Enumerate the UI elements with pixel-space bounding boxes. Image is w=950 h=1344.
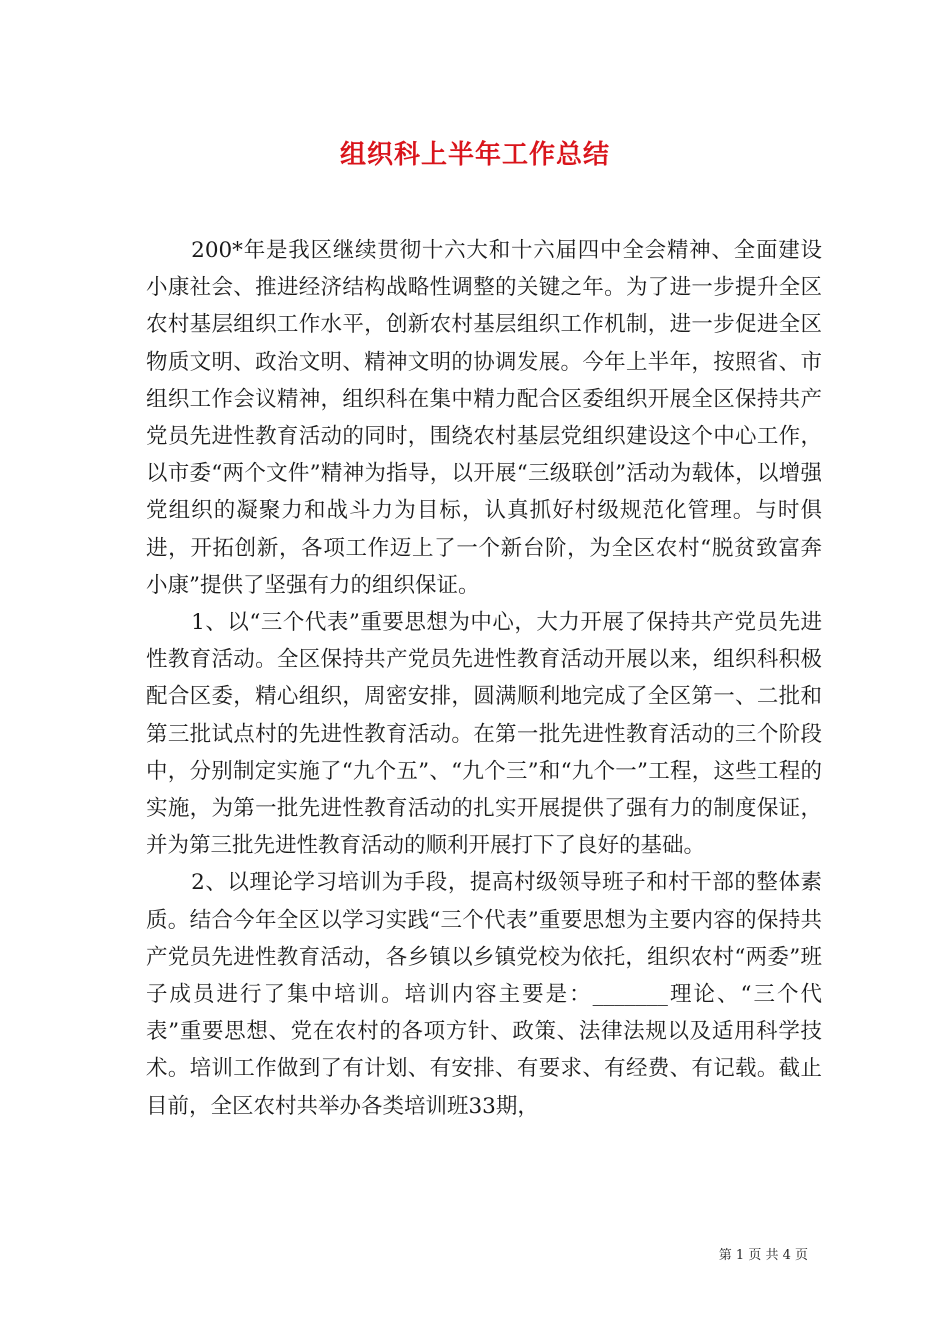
paragraph-intro: 200*年是我区继续贯彻十六大和十六届四中全会精神、全面建设小康社会、推进经济结构战略性调整的关键之年。为了进一步提升全区农村基层组织工作水平，创新农村基层组织工作机制，进一步促进全区物质文明、政治文明、精神文明的协调发展。今年上半年，按照省、市组织工作会议精神，组织科在集中精力配合区委组织开展全区保持共产党员先进性教育活动的同时，围绕农村基层党组织建设这个中心工作，以市委“两个文件”精神为指导，以开展“三级联创”活动为载体，以增强党组织的凝聚力和战斗力为目标，认真抓好村级规范化管理。与时俱进，开拓创新，各项工作迈上了一个新台阶，为全区农村“脱贫致富奔小康”提供了坚强有力的组织保证。 <box>146 238 822 598</box>
paragraph-item-2: 2、以理论学习培训为手段，提高村级领导班子和村干部的整体素质。结合今年全区以学习实践“三个代表”重要思想为主要内容的保持共产党员先进性教育活动，各乡镇以乡镇党校为依托，组织农村“两委”班子成员进行了集中培训。培训内容主要是：_______理论、“三个代表”重要思想、党在农村的各项方针、政策、法律法规以及适用科学技术。培训工作做到了有计划、有安排、有要求、有经费、有记载。截止目前，全区农村共举办各类培训班33期， <box>146 870 822 1119</box>
document-title: 组织科上半年工作总结 <box>339 140 610 170</box>
paragraph-item-1: 1、以“三个代表”重要思想为中心，大力开展了保持共产党员先进性教育活动。全区保持共产党员先进性教育活动开展以来，组织科积极配合区委，精心组织，周密安排，圆满顺利地完成了全区第一、二批和第三批试点村的先进性教育活动。在第一批先进性教育活动的三个阶段中，分别制定实施了“九个五”、“九个三”和“九个一”工程，这些工程的实施，为第一批先进性教育活动的扎实开展提供了强有力的制度保证，并为第三批先进性教育活动的顺利开展打下了良好的基础。 <box>146 610 822 859</box>
document-body <box>146 232 822 1125</box>
page-number: 第 1 页 共 4 页 <box>718 1248 808 1263</box>
